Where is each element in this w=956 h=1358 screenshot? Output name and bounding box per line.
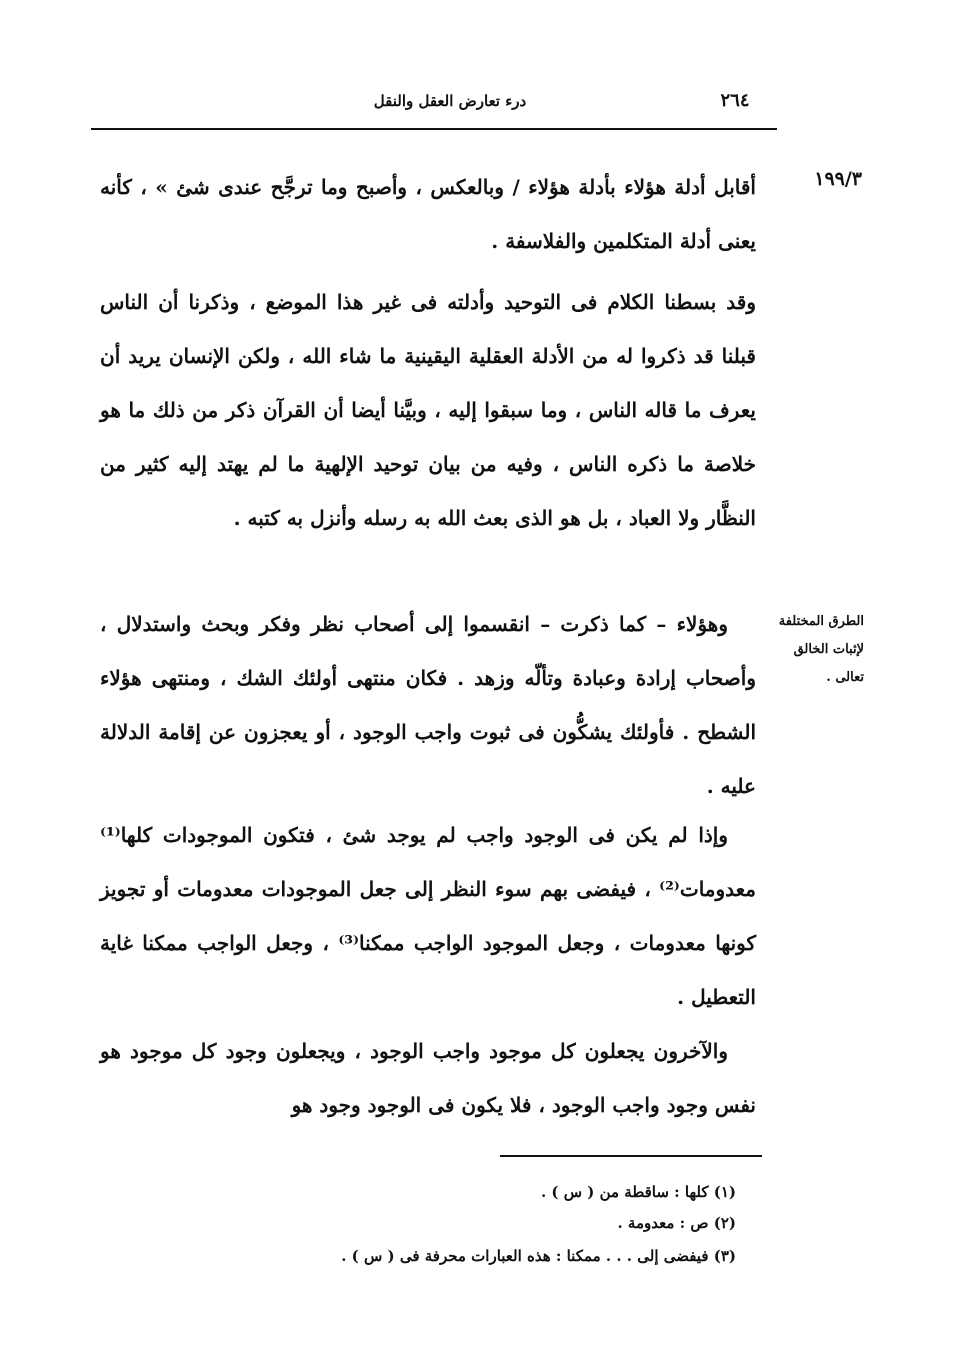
running-title: درء تعارض العقل والنقل (373, 92, 527, 110)
paragraph-5 (100, 1024, 756, 1132)
paragraph-3-text: وهؤلاء – كما ذكرت – انقسموا إلى أصحاب نظر وفكر وبحث واستدلال ، وأصحاب إرادة وعبادة وتألّه وزهد . فكان منتهى أولئك الشك ، ومنتهى هؤلاء الشطح . فأولئك يشكُّون فى ثبوت واجب الوجود ، أو يعجزون عن إقامة الدلالة عليه . (100, 612, 756, 798)
page-number: ٢٦٤ (720, 90, 750, 111)
paragraph-1: أقابل أدلة هؤلاء بأدلة هؤلاء / وبالعكس ، وأصبح وما ترجَّح عندى شئ » ، كأنه يعنى أدلة المتكلمين والفلاسفة . (100, 175, 756, 253)
paragraph-5-text: والآخرون يجعلون كل موجود واجب الوجود ، ويجعلون وجود كل موجود هو نفس وجود واجب الوجود ، فلا يكون فى الوجود وجود هو (100, 1039, 756, 1117)
header-rule (91, 128, 777, 130)
footnote-2: (٢) ص : معدومة . (617, 1214, 736, 1232)
margin-reference: ١٩٩/٣ (814, 168, 862, 190)
margin-note: الطرق المختلفة لإثبات الخالق تعالى . (778, 614, 864, 685)
paragraph-3 (100, 597, 756, 813)
paragraph-2: وقد بسطنا الكلام فى التوحيد وأدلته فى غير هذا الموضع ، وذكرنا أن الناس قبلنا قد ذكروا له من الأدلة العقلية اليقينية ما شاء الله ، ولكن الإنسان يريد أن يعرف ما قاله الناس ، وما سبقوا إليه ، وبيَّنا أيضا أن القرآن ذكر من ذلك ما هو خلاصة ما ذكره الناس ، وفيه من بيان توحيد الإلهية ما لم يهتد إليه كثير من النظَّار ولا العباد ، بل هو الذى بعث الله به رسله وأنزل به كتبه . (100, 290, 756, 530)
paragraph-4 (100, 808, 756, 1024)
footnote-3: (٣) فيفضى إلى . . . ممكنا : هذه العبارات محرفة فى ( س ) . (341, 1247, 736, 1265)
footnote-1: (١) كلها : ساقطة من ( س ) . (540, 1183, 736, 1201)
paragraph-4-text: وإذا لم يكن فى الوجود واجب لم يوجد شئ ، فتكون الموجودات كلها⁽¹⁾ معدومات⁽²⁾ ، فيفضى بهم سوء النظر إلى جعل الموجودات معدومات أو تجويز كونها معدومات ، وجعل الموجود الواجب ممكنا⁽³⁾ ، وجعل الواجب ممكنا غاية التعطيل . (100, 823, 757, 1009)
footnote-rule (500, 1155, 762, 1157)
